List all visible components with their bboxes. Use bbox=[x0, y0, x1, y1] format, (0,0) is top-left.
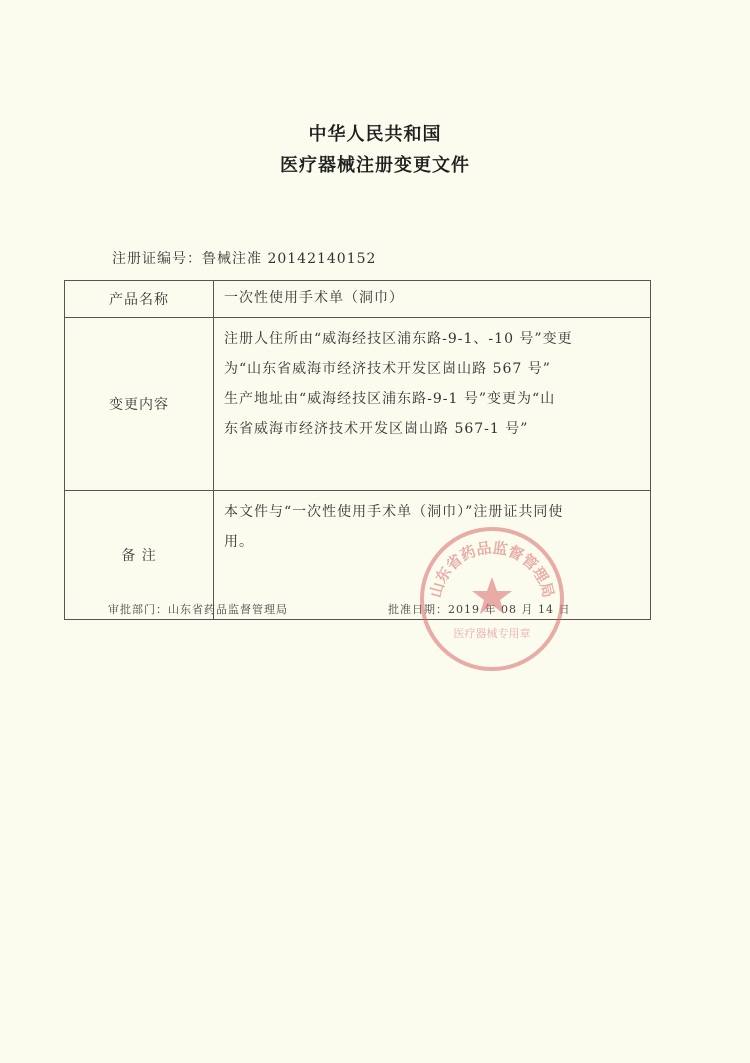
document-title-line-2: 医疗器械注册变更文件 bbox=[280, 155, 470, 176]
product-name-label: 产品名称 bbox=[65, 281, 214, 318]
change-content-value bbox=[214, 318, 651, 491]
approval-date: 批准日期：2019 年 08 月 14 日 bbox=[388, 603, 571, 616]
remarks-line: 本文件与“一次性使用手术单（洞巾）”注册证共同使 bbox=[224, 504, 564, 520]
table-row-change-content bbox=[65, 318, 651, 491]
change-content-line: 东省威海市经济技术开发区崮山路 567-1 号” bbox=[224, 421, 529, 437]
official-seal-stamp bbox=[418, 525, 566, 673]
product-name-value: 一次性使用手术单（洞巾） bbox=[214, 281, 651, 318]
remarks-line: 用。 bbox=[224, 534, 254, 550]
registration-number-line bbox=[112, 248, 376, 268]
remarks-label: 备 注 bbox=[65, 491, 214, 620]
change-content-line: 为“山东省威海市经济技术开发区崮山路 567 号” bbox=[224, 361, 551, 377]
seal-star-icon bbox=[472, 577, 512, 614]
approval-department: 审批部门：山东省药品监督管理局 bbox=[108, 603, 288, 616]
registration-number: 鲁械注准 20142140152 bbox=[202, 251, 377, 267]
table-row-product-name bbox=[65, 281, 651, 318]
change-content-label: 变更内容 bbox=[65, 318, 214, 491]
registration-label: 注册证编号： bbox=[112, 251, 202, 267]
change-content-line: 注册人住所由“威海经技区浦东路-9-1、-10 号”变更 bbox=[224, 331, 573, 347]
seal-arc-text: 山东省药品监督管理局 bbox=[426, 538, 558, 600]
document-title-line-1: 中华人民共和国 bbox=[308, 124, 442, 145]
change-content-line: 生产地址由“威海经技区浦东路-9-1 号”变更为“山 bbox=[224, 391, 556, 407]
seal-inner-text: 医疗器械专用章 bbox=[453, 627, 531, 640]
